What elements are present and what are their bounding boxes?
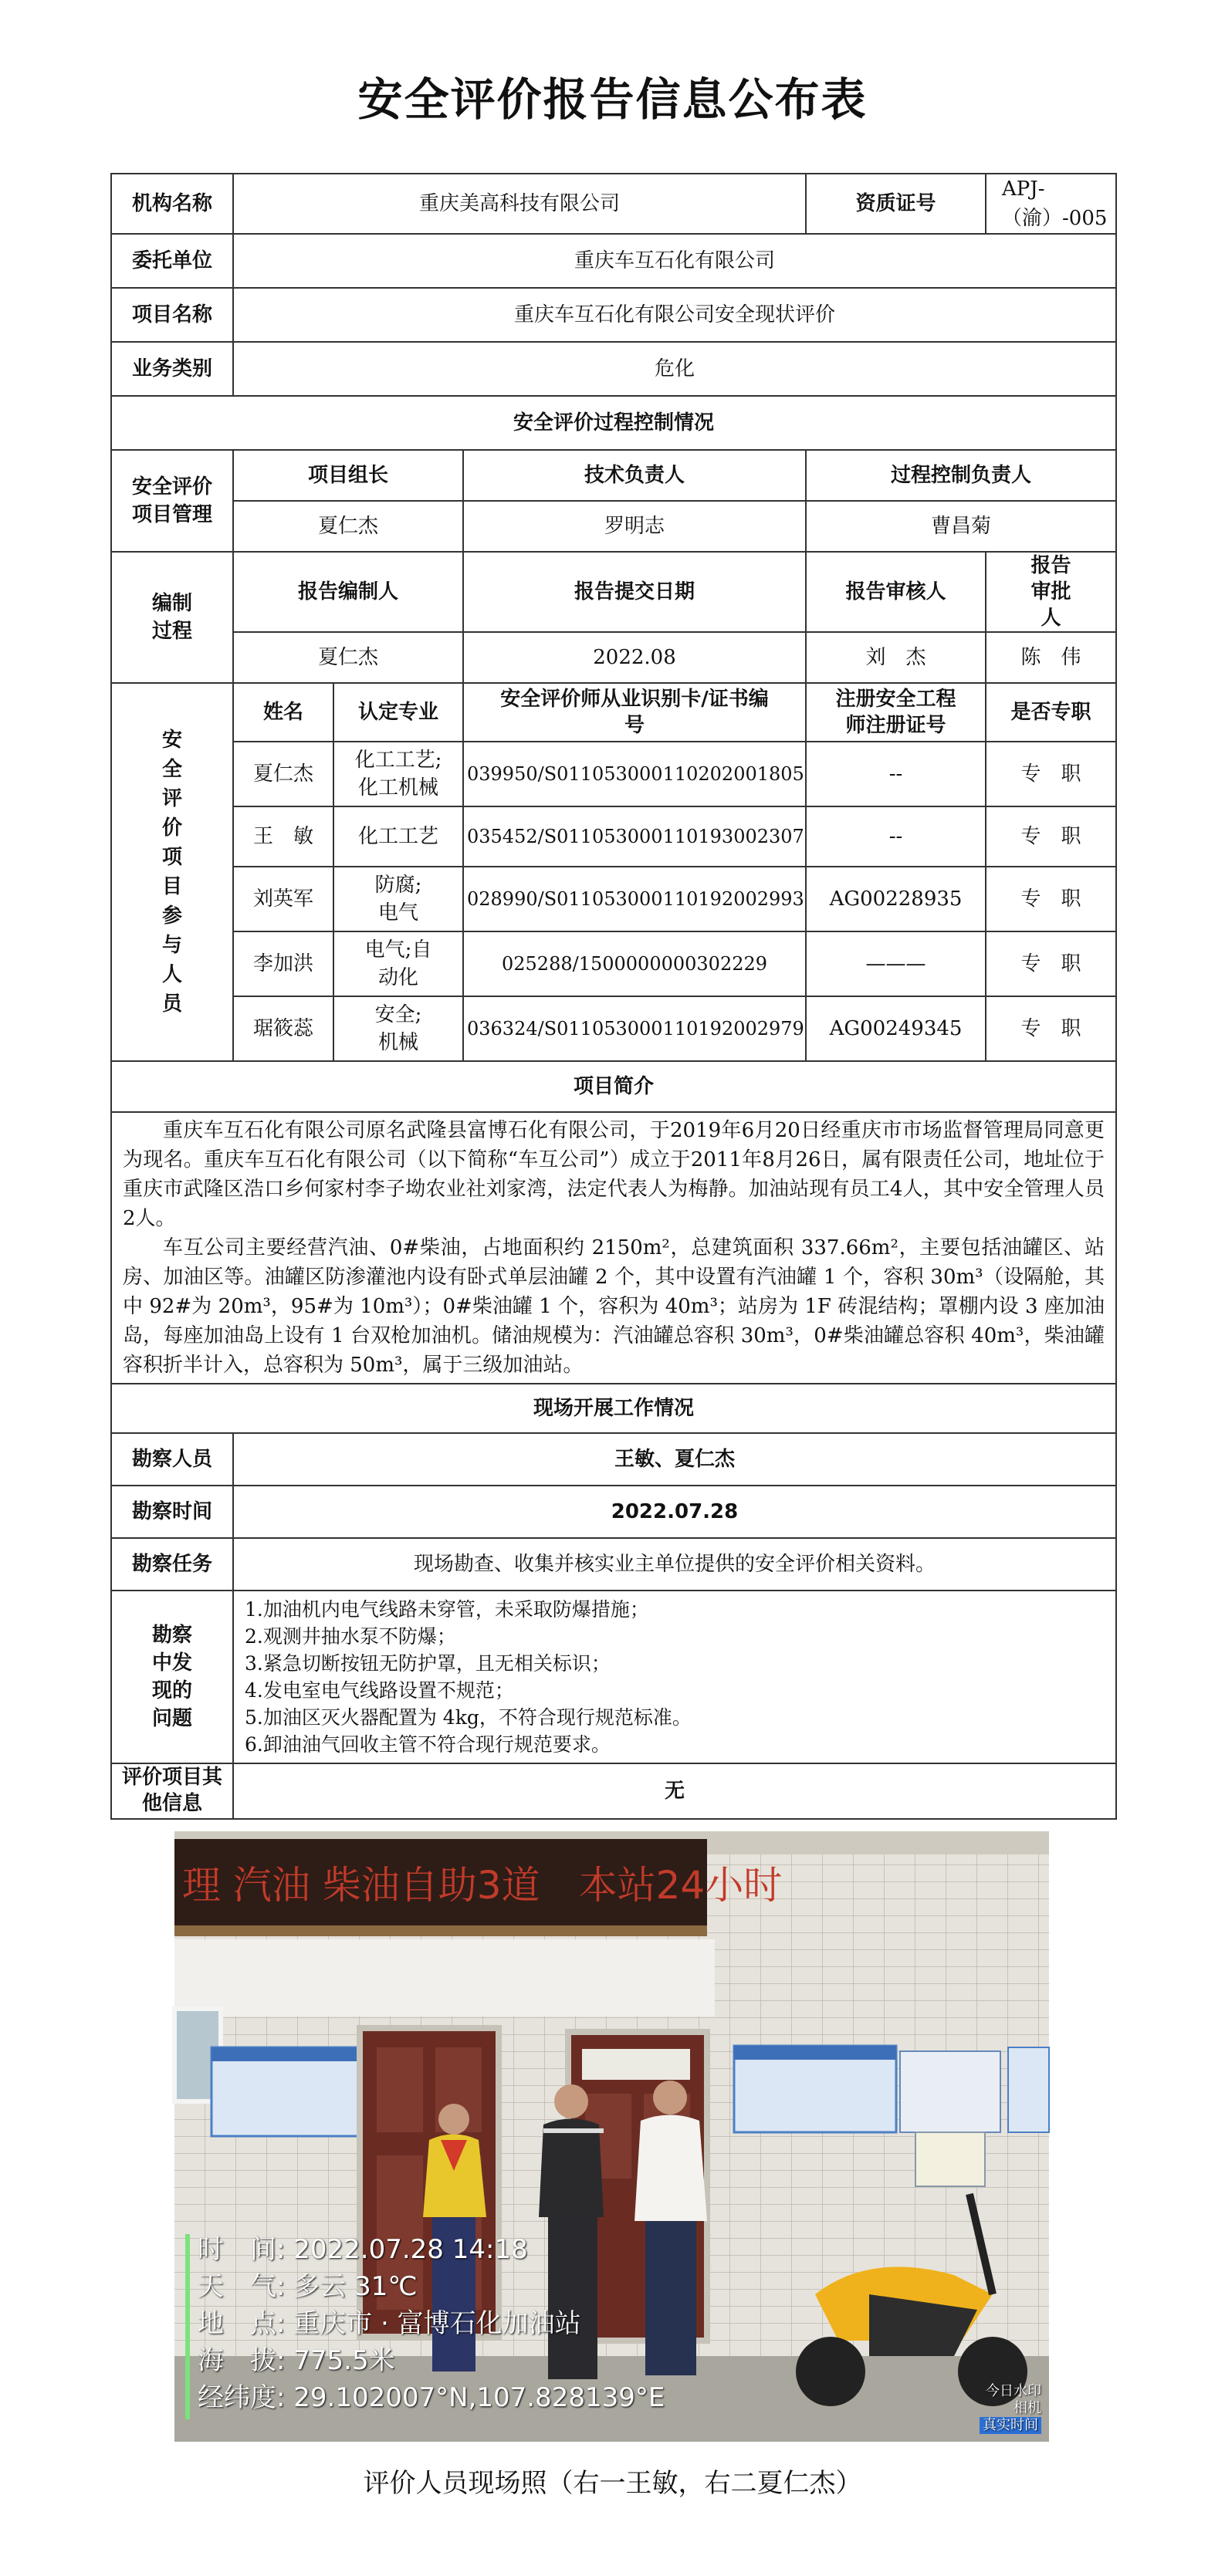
- task-value: 现场勘查、收集并核实业主单位提供的安全评价相关资料。: [233, 1538, 1116, 1591]
- staff-major: [333, 867, 463, 931]
- mgmt-value-control: 曹昌菊: [806, 501, 1116, 552]
- org-value: 重庆美高科技有限公司: [233, 174, 806, 234]
- staff-cert: 028990/S011053000110192002993: [463, 867, 806, 931]
- compile-value-date: 2022.08: [463, 632, 806, 683]
- staff-fulltime: 专 职: [986, 806, 1116, 867]
- staff-major: [333, 931, 463, 996]
- staff-major-text: 电气;自动化: [364, 938, 432, 989]
- table-row: [111, 931, 1116, 996]
- camera-stamp: [980, 2383, 1041, 2434]
- compile-label: [111, 552, 233, 683]
- cert-value: APJ-（渝）-005: [986, 174, 1116, 234]
- staff-name: 刘英军: [233, 867, 333, 931]
- other-label: [111, 1763, 233, 1819]
- photo-caption: 评价人员现场照（右一王敏，右二夏仁杰）: [363, 2468, 862, 2499]
- watermark-altitude: 海 拔: 775.5米: [198, 2345, 395, 2376]
- report-table-survey: [110, 1485, 1117, 1820]
- page-title: 安全评价报告信息公布表: [357, 73, 868, 126]
- time-value: 2022.07.28: [233, 1486, 1116, 1538]
- issues-label: [111, 1591, 233, 1763]
- biz-label: 业务类别: [111, 342, 233, 396]
- issues-list: [233, 1591, 1116, 1763]
- staff-fulltime: 专 职: [986, 931, 1116, 996]
- intro-section-title: 项目简介: [111, 1061, 1116, 1112]
- watermark-time: 时 间: 2022.07.28 14:18: [198, 2234, 528, 2265]
- report-table-main: [110, 173, 1117, 1486]
- time-label: 勘察时间: [111, 1486, 233, 1538]
- compile-header-date: 报告提交日期: [463, 552, 806, 632]
- photo-watermark: [198, 2231, 665, 2416]
- staff-reg: --: [806, 742, 986, 806]
- camera-stamp-line: 今日水印: [986, 2383, 1041, 2399]
- staff-header-reg: [806, 683, 986, 742]
- intro-text: [111, 1112, 1116, 1384]
- camera-stamp-line: 相机: [1014, 2400, 1041, 2416]
- staff-name: 夏仁杰: [233, 742, 333, 806]
- intro-paragraph-1: 重庆车互石化有限公司原名武隆县富博石化有限公司，于2019年6月20日经重庆市市场监督管理局同意更为现名。重庆车互石化有限公司（以下简称“车互公司”）成立于2011年8月26日，属有限责任公司，地址位于重庆市武隆区浩口乡何家村李子坳农业社刘家湾，法定代表人为梅静。加油站现有员工4人，其中安全管理人员2人。: [123, 1119, 1105, 1230]
- process-section-title: 安全评价过程控制情况: [111, 396, 1116, 450]
- photo-banner-text: 理 汽油 柴油自助3道 本站24小时: [182, 1863, 783, 1908]
- watermark-coordinates: 经纬度: 29.102007°N,107.828139°E: [198, 2382, 665, 2413]
- table-row: [111, 867, 1116, 931]
- staff-header-reg-text: 注册安全工程师注册证号: [835, 688, 956, 737]
- staff-header-fulltime: 是否专职: [986, 683, 1116, 742]
- list-item: 6.卸油油气回收主管不符合现行规范要求。: [245, 1733, 611, 1756]
- camera-stamp-line: 真实时间: [980, 2417, 1041, 2434]
- compile-header-approver: [986, 552, 1116, 632]
- table-row: [111, 806, 1116, 867]
- compile-label-text: 编制过程: [151, 591, 192, 643]
- people-value: 王敏、夏仁杰: [233, 1433, 1116, 1486]
- compile-value-reviewer: 刘 杰: [806, 632, 986, 683]
- other-label-text: 评价项目其他信息: [122, 1766, 223, 1815]
- mgmt-header-control: 过程控制负责人: [806, 450, 1116, 501]
- project-label: 项目名称: [111, 288, 233, 342]
- mgmt-header-leader: 项目组长: [233, 450, 463, 501]
- list-item: 4.发电室电气线路设置不规范；: [245, 1679, 514, 1702]
- client-label: 委托单位: [111, 234, 233, 288]
- staff-reg: AG00228935: [806, 867, 986, 931]
- staff-cert: 039950/S011053000110202001805: [463, 742, 806, 806]
- people-label: 勘察人员: [111, 1433, 233, 1486]
- staff-reg: ———: [806, 931, 986, 996]
- list-item: 2.观测井抽水泵不防爆；: [245, 1625, 456, 1648]
- issues-label-text: 勘察中发现的问题: [151, 1623, 192, 1730]
- org-label: 机构名称: [111, 174, 233, 234]
- compile-header-reviewer: 报告审核人: [806, 552, 986, 632]
- mgmt-label: [111, 450, 233, 552]
- project-value: 重庆车互石化有限公司安全现状评价: [233, 288, 1116, 342]
- watermark-location: 地 点: 重庆市 · 富博石化加油站: [198, 2308, 581, 2339]
- compile-value-author: 夏仁杰: [233, 632, 463, 683]
- staff-header-cert-text: 安全评价师从业识别卡/证书编号: [500, 688, 769, 737]
- site-photo: [174, 1831, 1049, 2442]
- staff-label-text: 安全评价项目参与人员: [161, 729, 182, 1016]
- staff-reg: --: [806, 806, 986, 867]
- staff-name: 李加洪: [233, 931, 333, 996]
- watermark-weather: 天 气: 多云 31℃: [198, 2271, 418, 2302]
- compile-value-approver: 陈 伟: [986, 632, 1116, 683]
- staff-label: [111, 683, 233, 1061]
- cert-label: 资质证号: [806, 174, 986, 234]
- staff-major-text: 化工工艺;化工机械: [354, 749, 442, 800]
- mgmt-label-text: 安全评价项目管理: [131, 475, 212, 526]
- staff-header-name: 姓名: [233, 683, 333, 742]
- client-value: 重庆车互石化有限公司: [233, 234, 1116, 288]
- staff-fulltime: 专 职: [986, 742, 1116, 806]
- watermark-bar: [185, 2234, 190, 2419]
- staff-header-major: 认定专业: [333, 683, 463, 742]
- staff-reg: AG00249345: [806, 996, 986, 1061]
- staff-major-text: 防腐;电气: [374, 874, 422, 925]
- mgmt-value-tech: 罗明志: [463, 501, 806, 552]
- intro-paragraph-2: 车互公司主要经营汽油、0#柴油，占地面积约 2150m²，总建筑面积 337.66m²，主要包括油罐区、站房、加油区等。油罐区防渗灌池内设有卧式单层油罐 2 个，其中设置有汽油罐 1 个，容积 30m³（设隔舱，其中 92#为 20m³，95#为 10m³）；0#柴油罐 1 个，容积为 40m³；站房为 1F 砖混结构；罩棚内设 3 座加油岛，每座加油岛上设有 1 台双枪加油机。储油规模为：汽油罐总容积 30m³，0#柴油罐总容积 40m³，柴油罐容积折半计入，总容积为 50m³，属于三级加油站。: [123, 1236, 1105, 1377]
- mgmt-value-leader: 夏仁杰: [233, 501, 463, 552]
- staff-name: 王 敏: [233, 806, 333, 867]
- mgmt-header-tech: 技术负责人: [463, 450, 806, 501]
- list-item: 5.加油区灭火器配置为 4kg，不符合现行规范标准。: [245, 1706, 692, 1729]
- list-item: 3.紧急切断按钮无防护罩，且无相关标识；: [245, 1652, 611, 1675]
- staff-major: [333, 742, 463, 806]
- staff-cert: 035452/S011053000110193002307: [463, 806, 806, 867]
- staff-cert: 025288/1500000000302229: [463, 931, 806, 996]
- table-row: [111, 996, 1116, 1061]
- staff-major: 化工工艺: [333, 806, 463, 867]
- compile-header-author: 报告编制人: [233, 552, 463, 632]
- site-section-title: 现场开展工作情况: [111, 1384, 1116, 1433]
- staff-cert: 036324/S011053000110192002979: [463, 996, 806, 1061]
- staff-header-cert: [463, 683, 806, 742]
- staff-major: [333, 996, 463, 1061]
- staff-major-text: 安全;机械: [374, 1003, 422, 1054]
- table-row: [111, 742, 1116, 806]
- staff-fulltime: 专 职: [986, 867, 1116, 931]
- other-value: 无: [233, 1763, 1116, 1819]
- staff-fulltime: 专 职: [986, 996, 1116, 1061]
- task-label: 勘察任务: [111, 1538, 233, 1591]
- staff-name: 琚筱蕊: [233, 996, 333, 1061]
- compile-header-approver-text: 报告审批人: [1030, 554, 1071, 630]
- list-item: 1.加油机内电气线路未穿管，未采取防爆措施；: [245, 1598, 649, 1621]
- biz-value: 危化: [233, 342, 1116, 396]
